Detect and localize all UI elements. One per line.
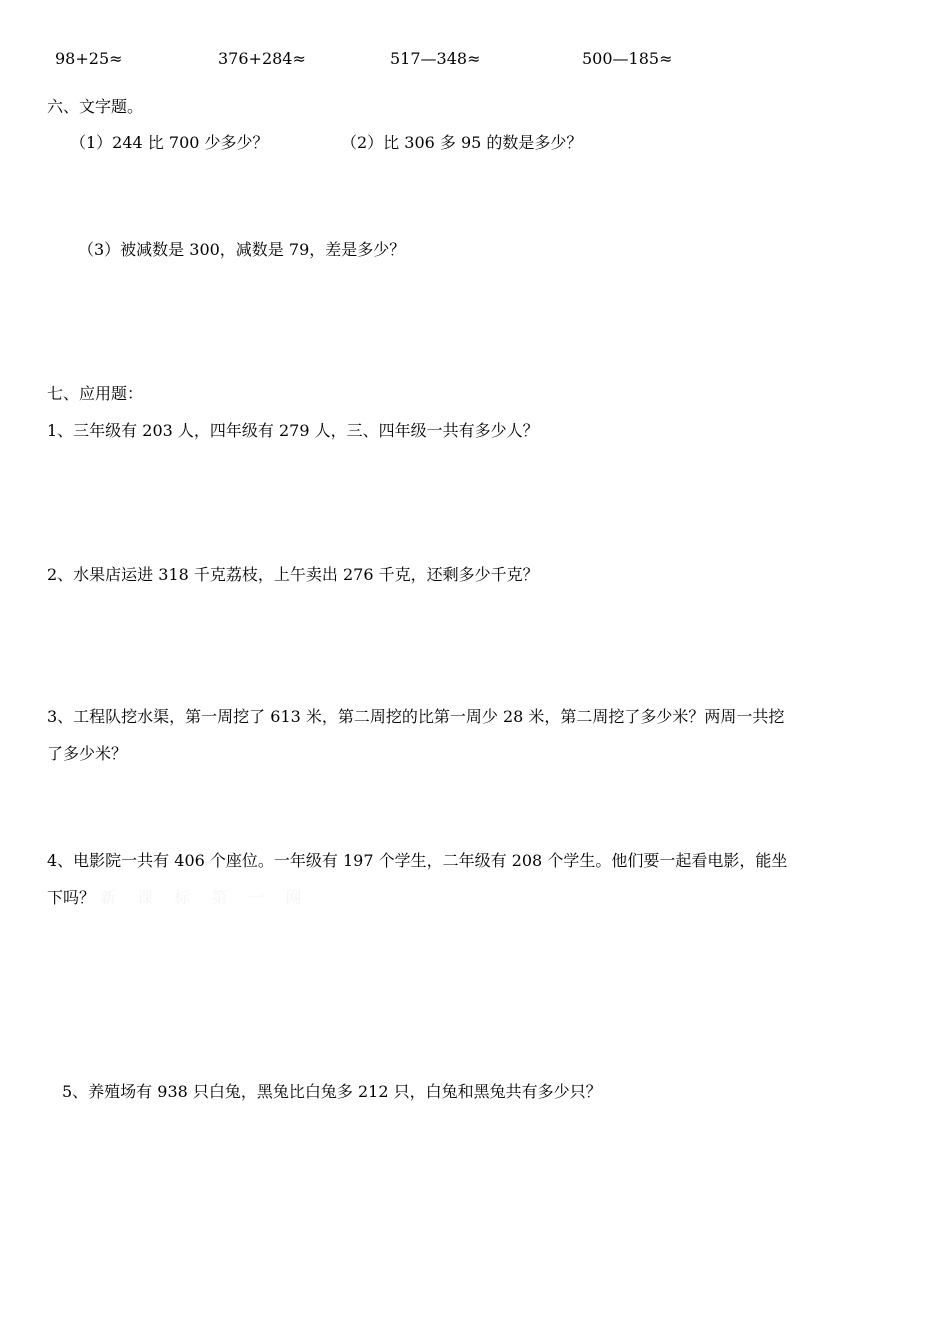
problem-7-4-line-2-text: 下吗？ [47, 888, 96, 907]
question-6-1: （1）244 比 700 少多少？ [70, 133, 269, 152]
estimate-item-2: 376+284≈ [218, 49, 306, 68]
question-6-3: （3）被减数是 300，减数是 79，差是多少？ [78, 240, 406, 259]
problem-7-3-line-2: 了多少米？ [47, 744, 128, 763]
estimate-item-4: 500—185≈ [582, 49, 673, 68]
question-6-2: （2）比 306 多 95 的数是多少？ [341, 133, 583, 152]
faint-watermark-text: 新 课 标 第 一 网 [100, 888, 310, 907]
section-6-heading: 六、文字题。 [47, 97, 144, 116]
problem-7-5: 5、养殖场有 938 只白兔，黑兔比白兔多 212 只，白兔和黑兔共有多少只？ [62, 1082, 602, 1101]
problem-7-4-line-2 [47, 888, 310, 908]
section-7-heading: 七、应用题： [47, 384, 144, 403]
problem-7-1: 1、三年级有 203 人，四年级有 279 人，三、四年级一共有多少人？ [47, 421, 539, 440]
problem-7-2: 2、水果店运进 318 千克荔枝，上午卖出 276 千克，还剩多少千克？ [47, 565, 539, 584]
estimate-item-3: 517—348≈ [390, 49, 481, 68]
problem-7-4-line-1: 4、电影院一共有 406 个座位。一年级有 197 个学生，二年级有 208 个学生。他们要一起看电影，能坐 [47, 851, 788, 870]
estimate-item-1: 98+25≈ [55, 49, 123, 68]
problem-7-3-line-1: 3、工程队挖水渠，第一周挖了 613 米，第二周挖的比第一周少 28 米，第二周挖了多少米？两周一共挖 [47, 707, 785, 726]
